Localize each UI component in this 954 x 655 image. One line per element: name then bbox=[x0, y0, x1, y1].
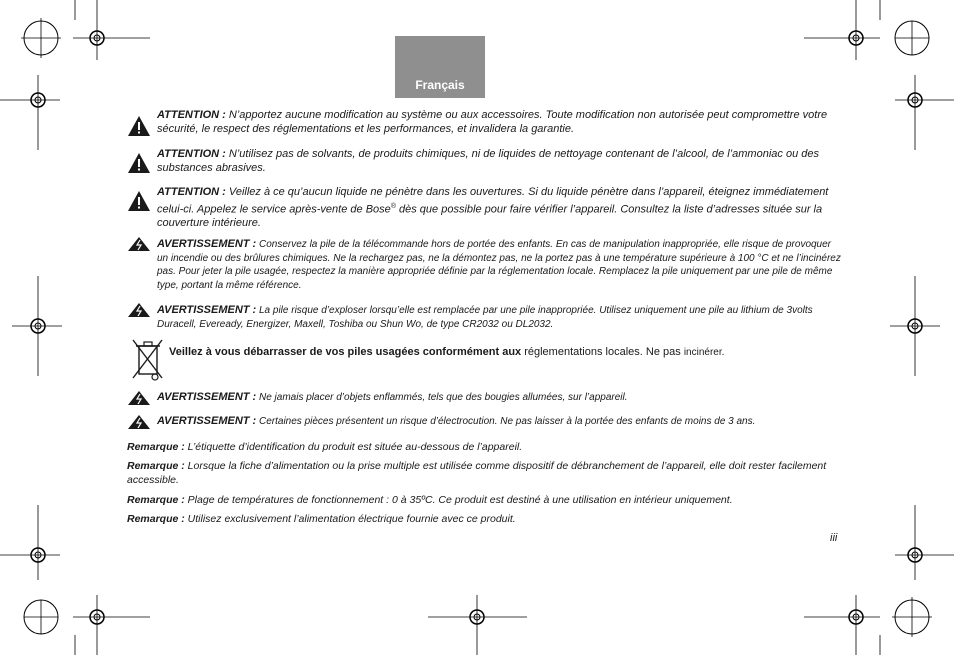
warning-item-4 bbox=[157, 415, 832, 429]
attention-label: ATTENTION : bbox=[157, 109, 226, 121]
language-tab bbox=[395, 36, 485, 98]
shock-warning-icon bbox=[127, 236, 151, 252]
crosshair-top-left bbox=[73, 0, 150, 60]
crossed-bin-icon bbox=[130, 338, 164, 382]
note-text: Lorsque la fiche d’alimentation ou la prise multiple est utilisée comme dispositif de débranchement de l’appareil, elle doit rester facilement accessible. bbox=[127, 460, 827, 486]
crosshair-right-upper bbox=[895, 75, 954, 150]
warning-item-3 bbox=[157, 391, 843, 405]
language-tab-label: Français bbox=[415, 78, 465, 92]
warning-item-2 bbox=[157, 304, 843, 332]
attention-item-3 bbox=[157, 186, 843, 231]
warning-text: Ne jamais placer d’objets enflammés, tels que des bougies allumées, sur l’appareil. bbox=[256, 392, 628, 403]
crosshair-mid-right bbox=[890, 276, 940, 376]
note-2 bbox=[127, 460, 843, 487]
note-text: Utilisez exclusivement l’alimentation électrique fournie avec ce produit. bbox=[184, 513, 516, 525]
warning-label: AVERTISSEMENT : bbox=[157, 238, 257, 250]
note-1 bbox=[127, 441, 843, 455]
crosshair-left-lower bbox=[0, 505, 60, 580]
disposal-text: réglementations locales. Ne pas bbox=[521, 346, 684, 358]
attention-item-1 bbox=[157, 109, 843, 137]
crosshair-right-lower bbox=[895, 505, 954, 580]
registration-mark-bottom-left bbox=[24, 600, 58, 634]
shock-warning-icon bbox=[127, 390, 151, 406]
warning-triangle-icon bbox=[127, 152, 151, 174]
registration-mark-top-left bbox=[21, 18, 61, 58]
attention-text: N’utilisez pas de solvants, de produits chimiques, ni de liquides de nettoyage contenant de l’alcool, de l’ammoniac ou des substances abrasives. bbox=[157, 148, 819, 174]
crosshair-top-right bbox=[804, 0, 880, 60]
crosshair-bottom-center bbox=[428, 595, 527, 655]
disposal-lead: Veillez à vous débarrasser de vos piles usagées conformément aux bbox=[169, 346, 522, 358]
crosshair-left-upper bbox=[0, 75, 60, 150]
attention-label: ATTENTION : bbox=[157, 148, 226, 160]
attention-item-2 bbox=[157, 148, 843, 176]
note-label: Remarque : bbox=[127, 441, 185, 453]
registration-mark-top-right bbox=[895, 21, 929, 55]
attention-text: Veillez à ce qu’aucun liquide ne pénètre dans les ouvertures. Si du liquide pénètre dans l’appareil, éteignez immédiatement celui-ci. Appelez le service après-vente de Bose bbox=[157, 186, 829, 216]
shock-warning-icon bbox=[127, 302, 151, 318]
warning-triangle-icon bbox=[127, 115, 151, 137]
note-text: Plage de températures de fonctionnement : 0 à 35ºC. Ce produit est destiné à une utilisation en intérieur uniquement. bbox=[184, 494, 733, 506]
note-text: L’étiquette d’identification du produit est située au-dessous de l’appareil. bbox=[184, 441, 523, 453]
note-3 bbox=[127, 494, 843, 508]
crosshair-mid-left bbox=[12, 276, 62, 376]
attention-label: ATTENTION : bbox=[157, 186, 226, 198]
warning-label: AVERTISSEMENT : bbox=[157, 415, 257, 427]
registration-mark-bottom-right bbox=[892, 597, 932, 637]
warning-label: AVERTISSEMENT : bbox=[157, 391, 257, 403]
warning-triangle-icon bbox=[127, 190, 151, 212]
page-number: iii bbox=[830, 532, 838, 544]
warning-label: AVERTISSEMENT : bbox=[157, 304, 257, 316]
disposal-notice bbox=[169, 345, 849, 360]
disposal-tail: incinérer. bbox=[683, 347, 725, 358]
registered-mark: ® bbox=[390, 202, 396, 210]
note-label: Remarque : bbox=[127, 460, 185, 472]
warning-text: Certaines pièces présentent un risque d’électrocution. Ne pas laisser à la portée des enfants de moins de 3 ans. bbox=[256, 416, 756, 427]
warning-item-1 bbox=[157, 238, 843, 292]
crosshair-bottom-right bbox=[804, 595, 880, 655]
crosshair-bottom-left bbox=[73, 595, 150, 655]
note-label: Remarque : bbox=[127, 494, 185, 506]
warning-text: La pile risque d’exploser lorsqu’elle est remplacée par une pile inappropriée. Utilisez uniquement une pile au lithium de 3volts Duracell, Eveready, Energizer, Maxell, Toshiba ou Shun Wo, de type CR2032 ou DL2032. bbox=[157, 305, 813, 330]
warning-text: Conservez la pile de la télécommande hors de portée des enfants. En cas de manipulation inappropriée, elle risque de provoquer un incendie ou des brûlures chimiques. Ne la rechargez pas, ne la démontez pas, ne la portez pas à une température supérieure à 100 °C et ne l’incinérez pas. Pour jeter la pile usagée, respectez la manière appropriée définie par la réglementation locale. Remplacez la pile uniquement par une pile de même type, portant la même référence. bbox=[157, 239, 841, 291]
note-label: Remarque : bbox=[127, 513, 185, 525]
attention-text: N’apportez aucune modification au système ou aux accessoires. Toute modification non autorisée peut compromettre votre sécurité, le respect des réglementations et les performances, et invalidera la garantie. bbox=[157, 109, 828, 135]
note-4 bbox=[127, 513, 843, 527]
shock-warning-icon bbox=[127, 414, 151, 430]
attention-text-continued: dès que possible pour faire vérifier l’appareil. Consultez la liste d’adresses située sur la couverture intérieure. bbox=[157, 203, 823, 230]
